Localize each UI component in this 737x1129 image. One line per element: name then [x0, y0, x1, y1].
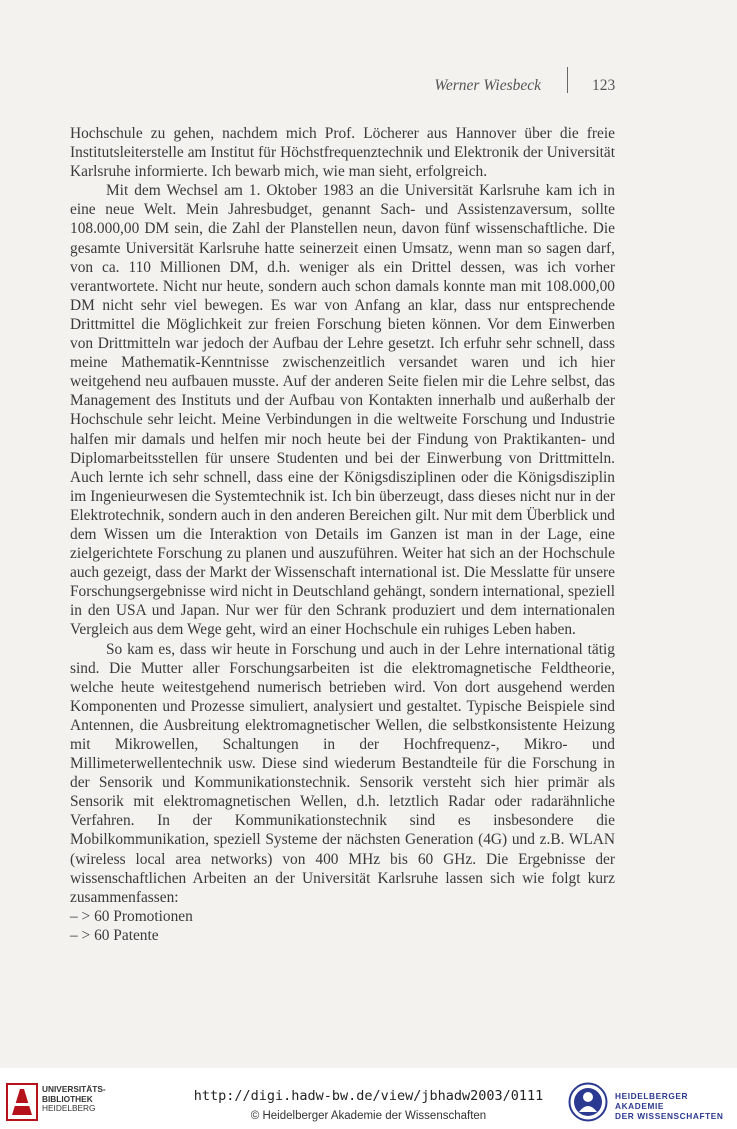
list-item: – > 60 Patente	[70, 926, 159, 944]
paragraph-3: So kam es, dass wir heute in Forschung und auch in der Lehre international tätig sind. Die Mutter aller Forschungsarbeiten ist die elektromagnetische Feldtheorie, welche heute weitestgehend numerisch betrieben wird. Von dort ausgehend werden Komponenten und Prozesse simuliert, analysiert und gestaltet. Typische Beispiele sind Antennen, die Ausbreitung elektromagnetischer Wellen, die selbstkonsistente Heizung mit Mikrowellen, Schaltungen in der Hochfrequenz-, Mikro- und Millimeterwellentechnik usw. Diese sind wiederum Bestandteile für die Forschung in der Sensorik und Kommunikationstechnik. Sensorik versteht sich hier primär als Sensorik mit elektromagnetischen Wellen, d.h. letztlich Radar oder radarähnliche Verfahren. In der Kommunikationstechnik sind es insbesondere die Mobilkommunikation, speziell Systeme der nächsten Generation (4G) und z.B. WLAN (wireless local area networks) von 400 MHz bis 60 GHz. Die Ergebnisse der wissenschaftlichen Arbeiten an der Universität Karlsruhe lassen sich wie folgt kurz zusammenfassen:	[70, 640, 615, 906]
academy-name: HEIDELBERGER AKADEMIE DER WISSENSCHAFTEN	[615, 1091, 724, 1121]
paragraph-1: Hochschule zu gehen, nachdem mich Prof. Löcherer aus Hannover über die freie Institutsleiterstelle am Institut für Höchstfrequenztechnik und Elektronik der Universität Karlsruhe informierte. Ich bewarb mich, wie man sieht, erfolgreich.	[70, 125, 615, 181]
page-number: 123	[592, 77, 616, 94]
running-header	[0, 73, 737, 97]
paragraph-2: Mit dem Wechsel am 1. Oktober 1983 an die Universität Karlsruhe kam ich in eine neue Welt. Mein Jahresbudget, genannt Sach- und Assistenzaversum, sollte 108.000,00 DM sein, die Zahl der Planstellen neun, davon fünf wissenschaftliche. Die gesamte Universität Karlsruhe hatte seinerzeit einen Umsatz, wenn man so sagen darf, von ca. 110 Millionen DM, d.h. weniger als ein Drittel dessen, was ich vorher verantwortete. Nicht nur heute, sondern auch schon damals konnte man mit 108.000,00 DM nicht sehr viel bewegen. Es war von Anfang an klar, dass nur entsprechende Drittmittel die Möglichkeit zur freien Forschung bieten können. Vor dem Einwerben von Drittmitteln war jedoch der Aufbau der Lehre gesetzt. Ich erfuhr sehr schnell, dass meine Mathematik-Kenntnisse zwischenzeitlich versandet waren und ich hier weitgehend neu aufbauen musste. Auf der anderen Seite fielen mir die Lehre selbst, das Management des Instituts und der Aufbau von Kontakten innerhalb und außerhalb der Hochschule sehr leicht. Meine Verbindungen in die weltweite Forschung und Industrie halfen mir damals und helfen mir noch heute bei der Findung von Praktikanten- und Diplomarbeitsstellen für unsere Studenten und bei der Einwerbung von Drittmitteln. Auch lernte ich sehr schnell, dass eine der Königsdisziplinen oder die Königsdisziplin im Ingenieurwesen die Systemtechnik ist. Ich bin überzeugt, dass dieses nicht nur in der Elektrotechnik, sondern auch in den anderen Bereichen gilt. Nur mit dem Überblick und dem Wissen um die Interaktion von Details im Ganzen ist man in der Lage, eine zielgerichtete Forschung zu planen und auszuführen. Weiter hat sich an der Hochschule auch gezeigt, dass der Markt der Wissenschaft international ist. Die Messlatte für unsere Forschungsergebnisse wird nicht in Deutschland gehängt, sondern international, speziell in den USA und Japan. Nur wer für den Schrank produziert und dem internationalen Vergleich aus dem Wege geht, wird an einer Hochschule ein ruhiges Leben haben.	[70, 182, 615, 639]
body-text	[70, 124, 615, 945]
document-url-link[interactable]: http://digi.hadw-bw.de/view/jbhadw2003/0111	[193, 1088, 544, 1104]
copyright-notice: © Heidelberger Akademie der Wissenschaften	[250, 1110, 487, 1122]
list-item: – > 60 Promotionen	[70, 907, 193, 925]
viewer-footer	[0, 1068, 737, 1129]
results-list	[70, 907, 615, 945]
header-author: Werner Wiesbeck	[434, 77, 541, 94]
university-library-name: UNIVERSITÄTS- BIBLIOTHEK HEIDELBERG	[42, 1084, 106, 1113]
academy-seal-icon	[568, 1082, 608, 1122]
header-divider	[567, 67, 568, 93]
